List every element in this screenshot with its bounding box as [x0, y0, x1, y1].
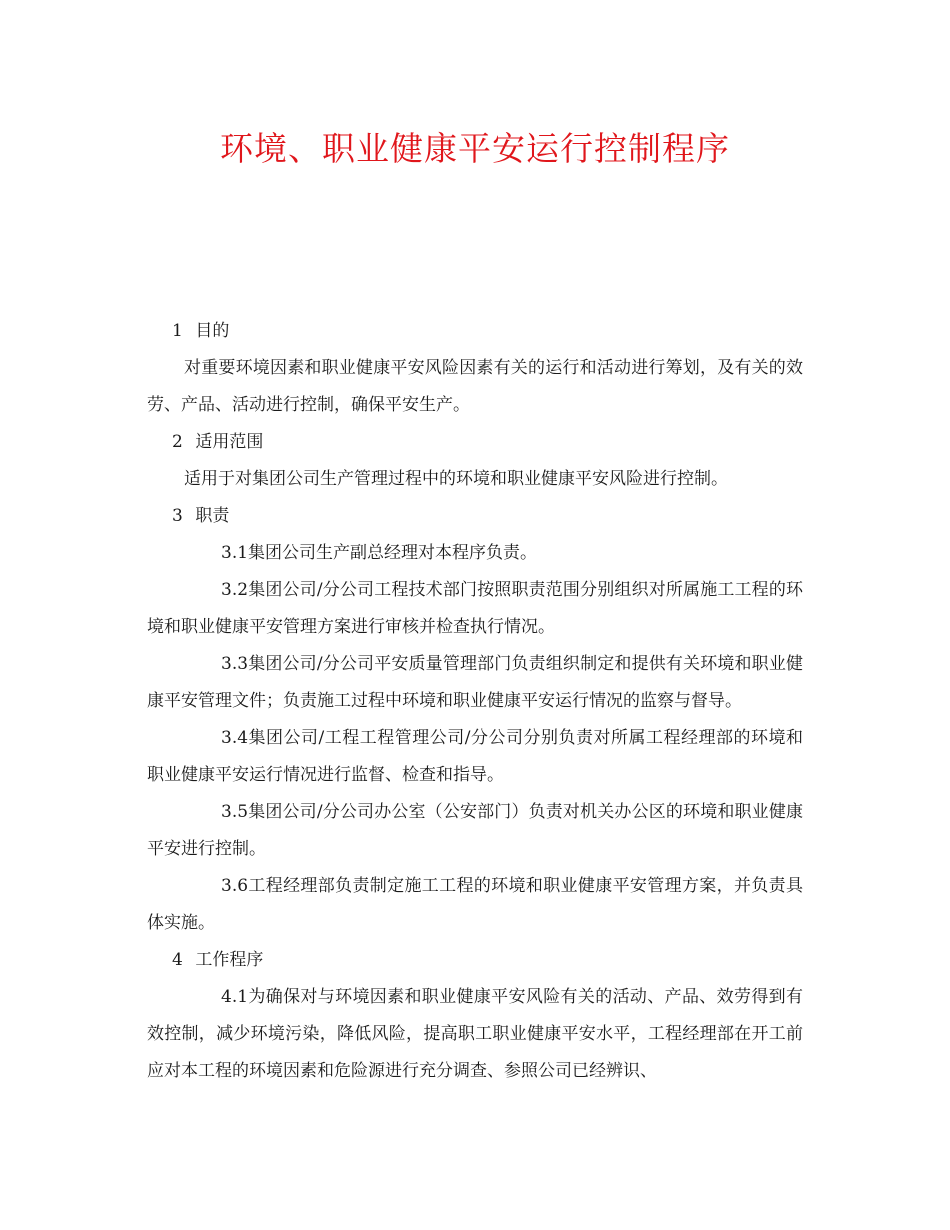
section-paragraph: 对重要环境因素和职业健康平安风险因素有关的运行和活动进行筹划，及有关的效劳、产品、活动进行控制，确保平安生产。: [147, 358, 803, 415]
section-title: 职责: [195, 506, 230, 526]
clause-paragraph: [147, 720, 803, 794]
clause-paragraph: [147, 979, 803, 1090]
clause-number: 3.1: [221, 543, 249, 563]
section-number: 1: [172, 321, 183, 341]
section-number: 2: [172, 432, 183, 452]
clause-paragraph: [147, 794, 803, 868]
clause-text: 集团公司/分公司工程技术部门按照职责范围分别组织对所属施工工程的环境和职业健康平安管理方案进行审核并检查执行情况。: [147, 580, 803, 637]
clause-text: 集团公司生产副总经理对本程序负责。: [248, 543, 538, 563]
section-number: 4: [172, 950, 183, 970]
clause-number: 3.3: [221, 654, 249, 674]
clause-number: 3.2: [221, 580, 249, 600]
section-heading-purpose: [147, 313, 803, 350]
section-heading-responsibility: [147, 498, 803, 535]
clause-text: 集团公司/工程工程管理公司/分公司分别负责对所属工程经理部的环境和职业健康平安运行情况进行监督、检查和指导。: [147, 728, 803, 785]
document-body: [147, 313, 803, 1090]
clause-number: 3.4: [221, 728, 249, 748]
clause-number: 4.1: [221, 987, 249, 1007]
document-title: 环境、职业健康平安运行控制程序: [220, 129, 730, 168]
section-title: 工作程序: [195, 950, 264, 970]
clause-paragraph: [147, 535, 803, 572]
clause-text: 集团公司/分公司办公室（公安部门）负责对机关办公区的环境和职业健康平安进行控制。: [147, 802, 803, 859]
clause-text: 工程经理部负责制定施工工程的环境和职业健康平安管理方案，并负责具体实施。: [147, 876, 803, 933]
clause-text: 为确保对与环境因素和职业健康平安风险有关的活动、产品、效劳得到有效控制，减少环境污染，降低风险，提高职工职业健康平安水平，工程经理部在开工前应对本工程的环境因素和危险源进行充分调查、参照公司已经辨识、: [147, 987, 803, 1081]
clause-paragraph: [147, 868, 803, 942]
section-number: 3: [172, 506, 183, 526]
section-paragraph: 适用于对集团公司生产管理过程中的环境和职业健康平安风险进行控制。: [184, 469, 728, 489]
clause-paragraph: [147, 646, 803, 720]
section-title: 适用范围: [195, 432, 264, 452]
clause-number: 3.5: [221, 802, 249, 822]
clause-text: 集团公司/分公司平安质量管理部门负责组织制定和提供有关环境和职业健康平安管理文件；负责施工过程中环境和职业健康平安运行情况的监察与督导。: [147, 654, 803, 711]
section-heading-scope: [147, 424, 803, 461]
section-heading-procedure: [147, 942, 803, 979]
section-title: 目的: [195, 321, 230, 341]
clause-paragraph: [147, 572, 803, 646]
clause-number: 3.6: [221, 876, 249, 896]
